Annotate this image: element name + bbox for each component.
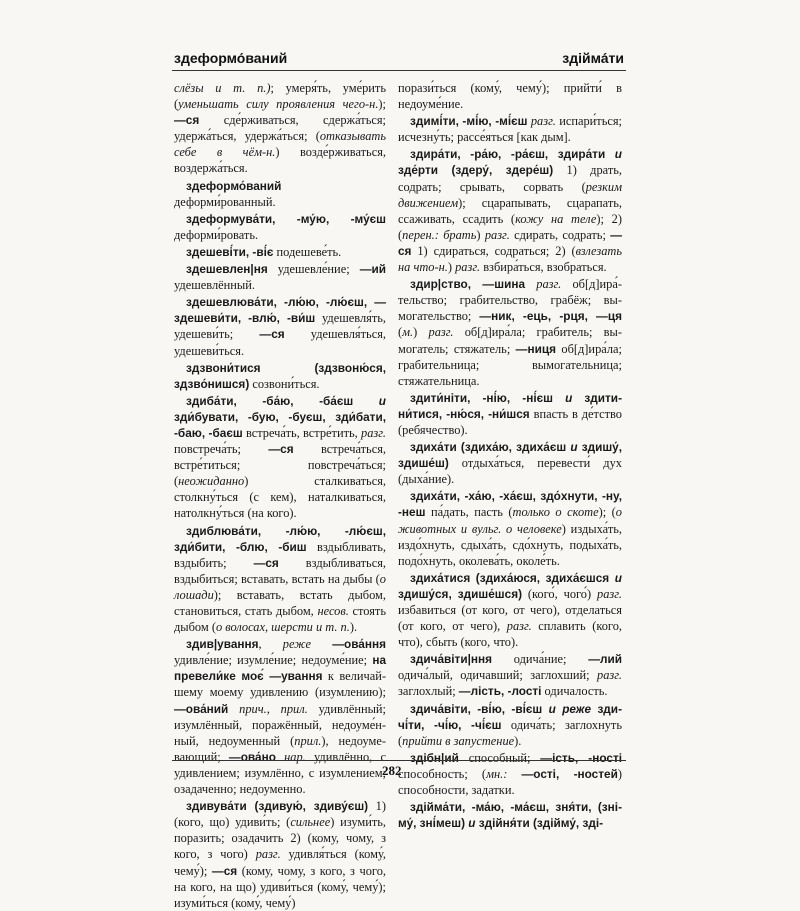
dictionary-entry: здиблюва́ти, -лю́ю, -лю́єш, зди́бити, -блю, -биш вздыбливать, вздыбить; —ся вздыбливаться, вздыбиться; вставать, встать на дыбы (о лошади); вставать, встать дыбом, становиться, стать дыбом, несов. стоять дыбом (о волосах, шерсти и т. п.).: [174, 523, 386, 635]
dictionary-entry: здича́віти, -ві́ю, -ві́єш и реже здичі́ти, -чі́ю, -чі́єш одича́ть; заглохнуть (прийти в запустение).: [398, 701, 622, 748]
dictionary-entry: здзвони́тися (здзвоню́ся, здзво́нишся) созвони́ться.: [174, 360, 386, 391]
footer-rule: [172, 760, 626, 761]
dictionary-entry: здійма́ти, -ма́ю, -ма́єш, зня́ти, (зніму́, зні́меш) и здійня́ти (здійму́, зді-: [398, 800, 622, 831]
dictionary-entry: здиха́тися (здиха́юся, здиха́єшся и здишу́ся, здише́шся) (кого́, чого́) разг. избавиться (от кого, от чего), отделаться (от кого, от чего), разг. сплавить (кого, что), сбыть (кого, что).: [398, 570, 623, 650]
right-column: [398, 80, 623, 831]
header-right-word: здійма́ти: [562, 50, 624, 66]
dictionary-entry: здеформува́ти, -му́ю, -му́єш деформи́ровать.: [174, 211, 386, 242]
dictionary-entry: здиха́ти, -ха́ю, -ха́єш, здо́хнути, -ну, -неш па́дать, пасть (только о скоте); (о животных и вульг. о человеке) издыха́ть, издо́хнуть, сдыха́ть, сдо́хнуть, подыха́ть, подо́хнуть, околева́ть, околе́ть.: [398, 489, 622, 568]
dictionary-entry: здиха́ти (здиха́ю, здиха́єш и здишу́, здише́ш) отдыха́ться, перевести́ дух (дыха́ние).: [398, 440, 623, 487]
left-column: [174, 80, 387, 910]
dictionary-entry: здир|ство, —шина разг. об[д]ира́тельство; грабительство, грабёж; вымогательство; —ник, -ець, -рця, —ця (м.) разг. об[д]ира́ла; грабитель; вымогатель; стяжатель; —ниця об[д]ира́ла; грабительница; вымогательница; стяжательница.: [398, 277, 623, 388]
dictionary-entry: здеформо́ваний деформи́рованный.: [174, 178, 282, 209]
dictionary-entry: здити́ніти, -ні́ю, -ні́єш и здитини́тися, -ню́ся, -ни́шся впасть в де́тство (ребячество).: [398, 390, 623, 437]
dictionary-entry: здимі́ти, -мі́ю, -мі́єш разг. испари́ться; исчезну́ть; рассе́яться [как дым].: [398, 114, 622, 145]
dictionary-entry: здібн|ий способный; —ість, -ності способность; (мн.: —ості, -ностей) способности, задатки.: [398, 750, 622, 798]
dictionary-entry: здича́віти|ння одича́ние; —лий одича́лый, одичавший; заглохший; разг. заглохлый; —лість, -лості одичалость.: [398, 652, 622, 699]
dictionary-entry: здешевлюва́ти, -лю́ю, -лю́єш, — здешеви́ти, -влю́, -ви́ш удешевля́ть, удешеви́ть; —ся удешевля́ться, удешеви́ться.: [174, 295, 387, 358]
continued-entry: слёзы и т. п.); умеря́ть, уме́рить (уменьшать силу проявления чего-н.); —ся сде́рживаться, сдержа́ться; удержа́ться, удержа́ться; (отказывать себе в чём-н.) возде́рживаться, воздержа́ться.: [174, 81, 387, 176]
dictionary-entry: здив|ування, реже —ова́ння удивле́ние; изумле́ние; недоуме́ние; на превели́ке моє́ —ування к величайшему моему удивлению (изумлению); —ова́ний прич., прил. удивлённый; изумлённый, поражённый, недоуме́нный, недоуменный (прил.), недоумевающий; —ова́но нар. удивлённо, с удивлением; изумлённо, с изумлением; озадаченно; недоуменно.: [174, 637, 386, 797]
continued-entry: порази́ться (кому́, чему́); прийти́ в недоуме́ние.: [398, 81, 622, 112]
dictionary-entry: здивува́ти (здивую́, здиву́єш) 1) (кого, що) удиви́ть; (сильнее) изуми́ть, поразить; озадачить 2) (кому, чому, з кого, з чого) разг. удивля́ться (кому́, чему́); —ся (кому, чому, з кого, з чого, на кого, на що) удиви́ться (кому́, чему́); изуми́ться (кому́, чему́): [174, 799, 386, 910]
header-rule: [172, 70, 626, 71]
page-number: 282: [382, 763, 402, 778]
dictionary-entry: здешевлен|ня удешевле́ние; —ий удешевлённый.: [174, 262, 386, 293]
header-left-word: здеформо́ваний: [174, 50, 288, 66]
dictionary-entry: здиба́ти, -ба́ю, -ба́єш и зди́бувати, -бую, -буєш, зди́бати, -баю, -баєш встреча́ть, встре́тить, разг. повстреча́ть; —ся встреча́ться, встре́титься; повстреча́ться; (неожиданно) сталкиваться, столкну́ться (с кем), наталкиваться, натолкну́ться (на кого).: [174, 393, 386, 521]
dictionary-entry: здира́ти, -ра́ю, -ра́єш, здира́ти и зде́рти (здеру́, здере́ш) 1) драть, содрать; срывать, сорвать (резким движением); сцарапывать, сцарапать, ссаживать, ссадить (кожу на теле); 2) (перен.: брать) разг. сдирать, содрать; —ся 1) сдираться, содраться; 2) (взлезать на что-н.) разг. взбира́ться, взобраться.: [398, 147, 623, 275]
dictionary-entry: здешеві́ти, -ві́є подешеве́ть.: [186, 244, 342, 259]
